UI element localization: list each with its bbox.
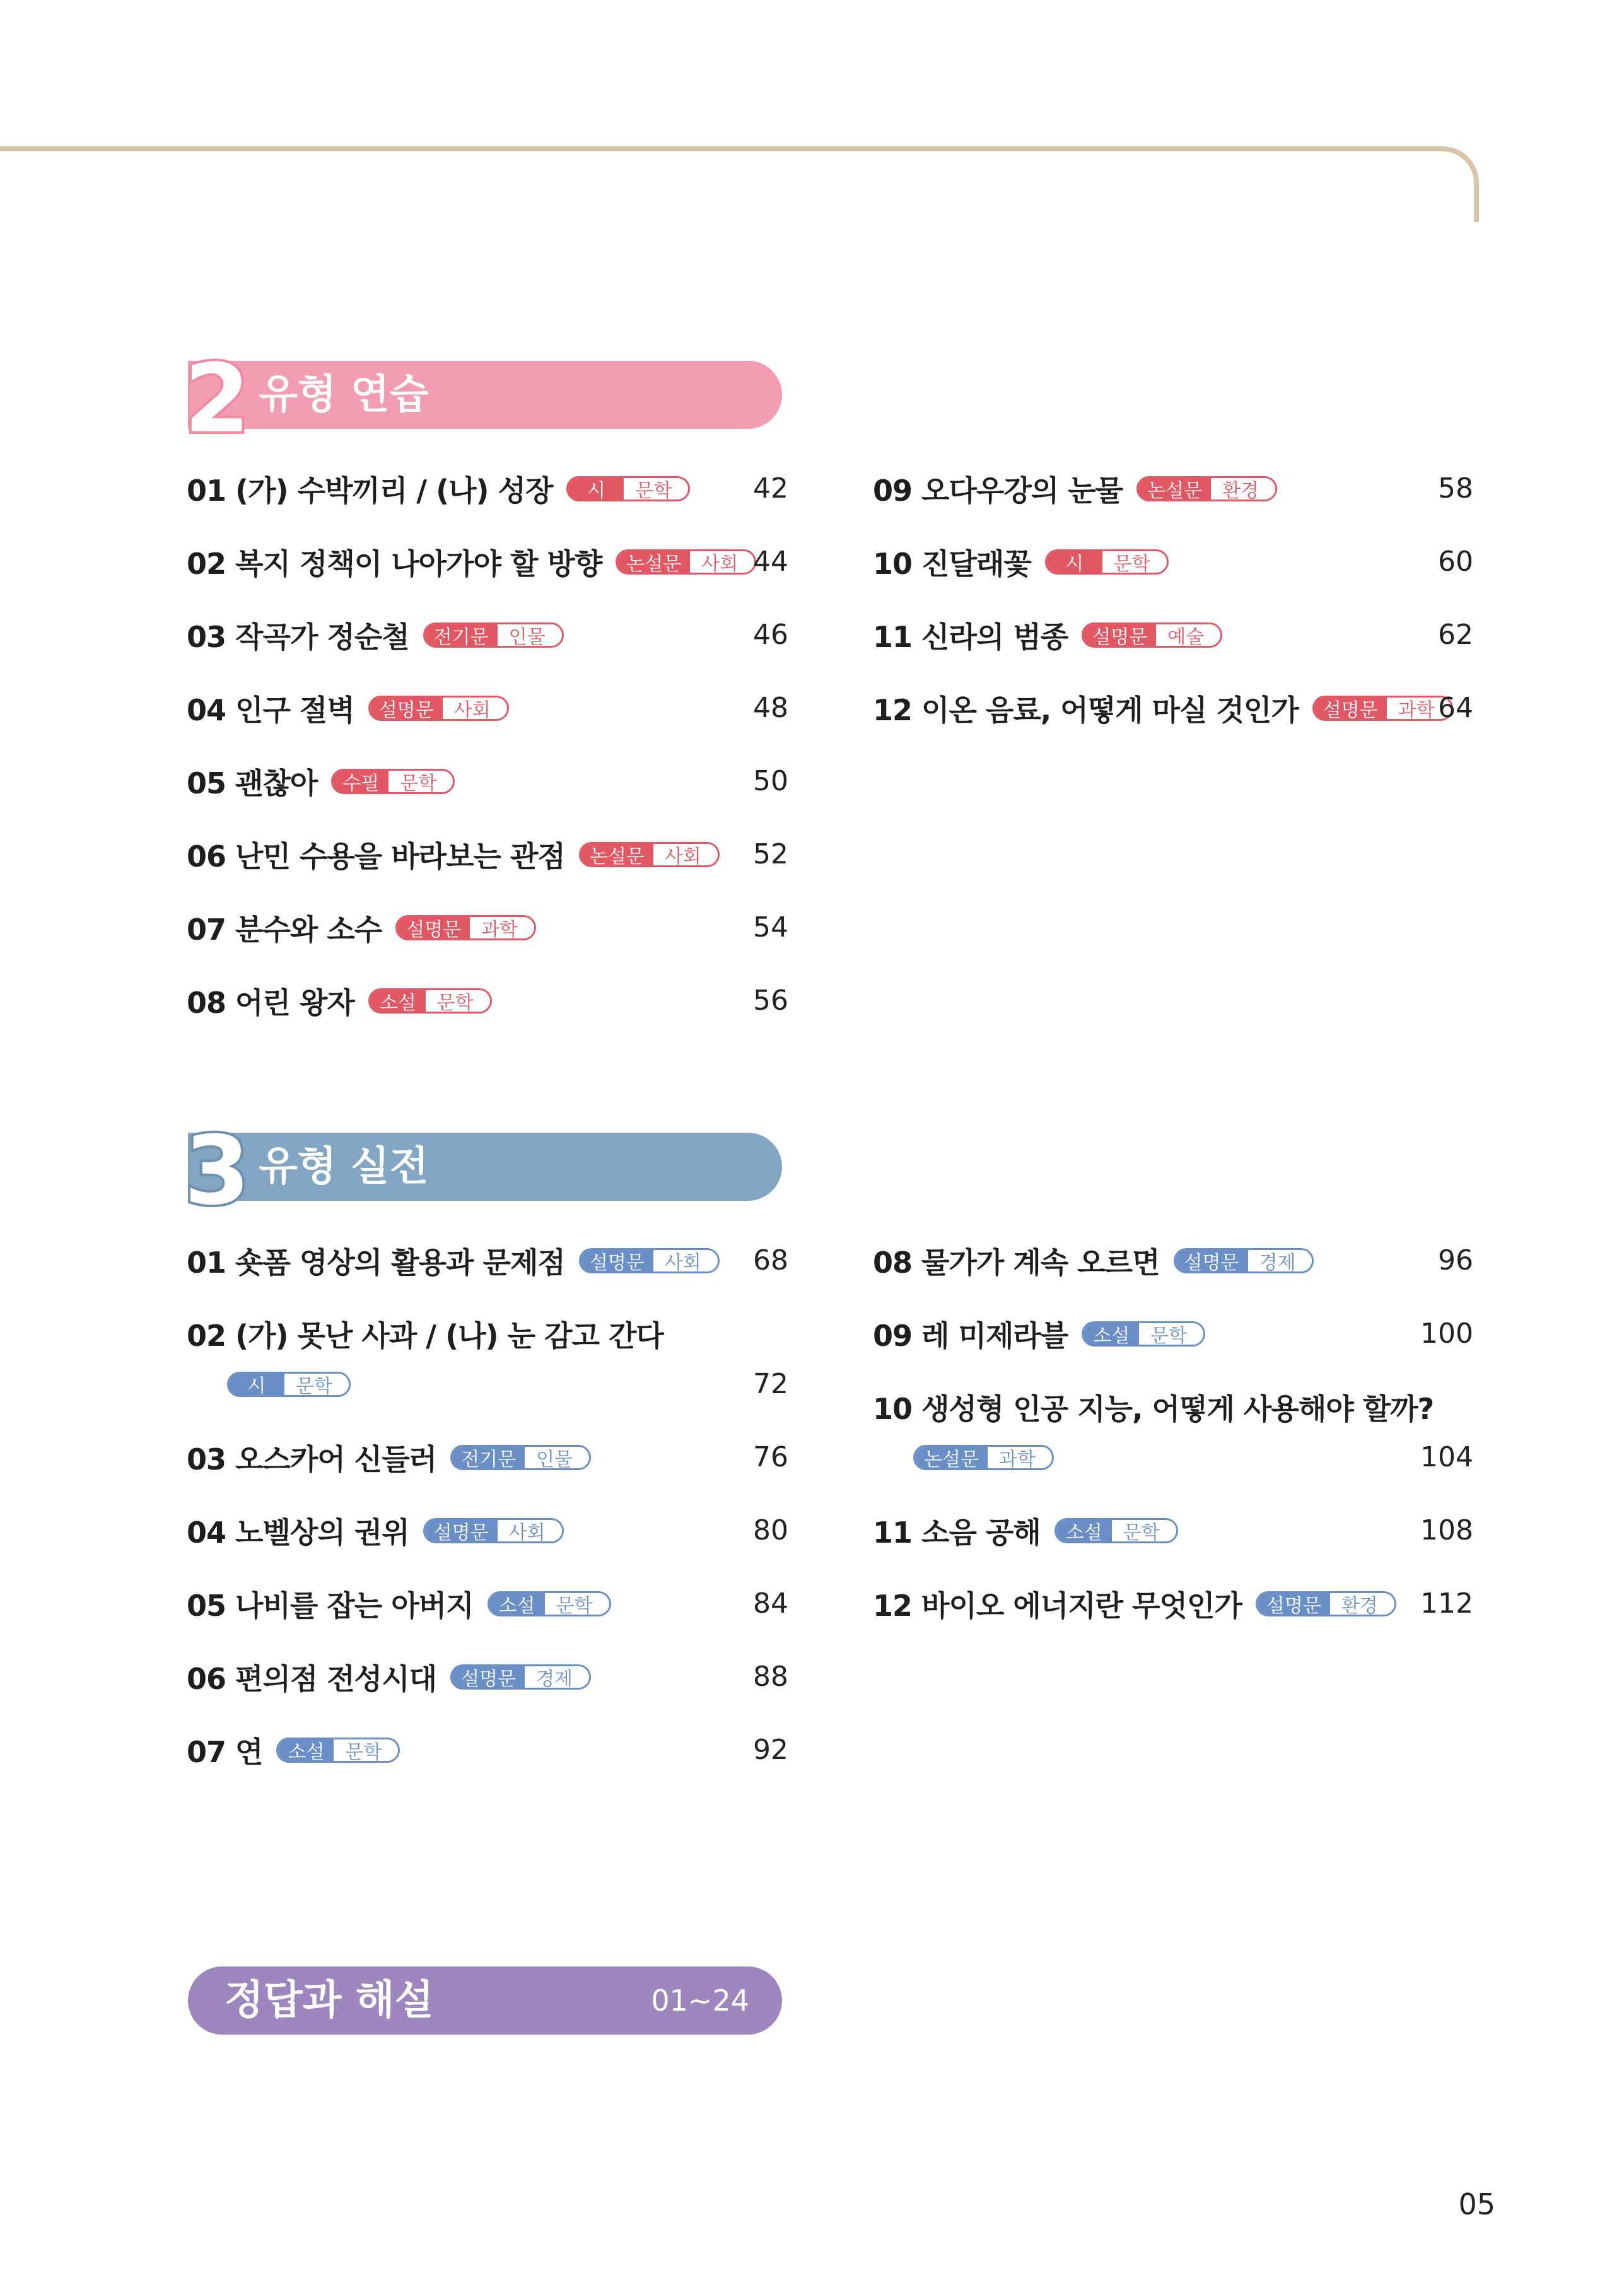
toc-entry-title: 02 복지 정책이 나아가야 할 방향: [187, 547, 602, 581]
badge-genre: 수필: [333, 771, 388, 792]
toc-entry-title: 11 소음 공해: [873, 1516, 1041, 1550]
genre-badge: [1082, 1321, 1205, 1347]
page-number: 05: [1458, 2187, 1495, 2221]
toc-entry[interactable]: [187, 833, 720, 877]
badge-genre: 소설: [1084, 1323, 1139, 1345]
genre-badge: [488, 1591, 611, 1616]
badge-genre: 설명문: [1084, 624, 1156, 646]
badge-subject: 문학: [426, 990, 490, 1012]
toc-page-number: 96: [1438, 1244, 1473, 1277]
toc-entry-title: 03 작곡가 정순철: [187, 620, 409, 654]
toc-page-number: 80: [753, 1514, 788, 1546]
toc-page-number: 60: [1438, 546, 1473, 578]
badge-subject: 문학: [1112, 1520, 1176, 1541]
badge-genre: 시: [229, 1374, 284, 1395]
badge-subject: 과학: [1387, 698, 1451, 719]
badge-genre: 논설문: [1138, 478, 1211, 500]
toc-page-number: 92: [753, 1734, 788, 1766]
toc-entry[interactable]: [873, 467, 1277, 511]
badge-subject: 문학: [334, 1739, 398, 1761]
genre-badge: [913, 1445, 1054, 1470]
badge-subject: 사회: [443, 698, 507, 719]
badge-subject: 환경: [1330, 1593, 1394, 1615]
top-decorative-rule: [0, 146, 1479, 222]
toc-entry[interactable]: [187, 540, 756, 584]
badge-genre: 시: [568, 478, 624, 500]
genre-badge: [331, 769, 455, 794]
toc-entry[interactable]: [187, 979, 492, 1023]
badge-genre: 소설: [370, 990, 426, 1012]
toc-entry-title: 08 물가가 계속 오르면: [873, 1246, 1160, 1280]
toc-entry[interactable]: [873, 613, 1222, 657]
toc-entry[interactable]: [873, 1239, 1314, 1283]
toc-entry[interactable]: [187, 1655, 591, 1699]
toc-entry-title: 01 숏폼 영상의 활용과 문제점: [187, 1246, 565, 1280]
toc-entry[interactable]: [187, 1239, 720, 1283]
toc-entry-title: 01 (가) 수박끼리 / (나) 성장: [187, 474, 553, 508]
badge-genre: 논설문: [915, 1447, 988, 1468]
genre-badge: [450, 1445, 591, 1470]
toc-entry-title: 07 연: [187, 1735, 263, 1769]
toc-page-number: 56: [753, 985, 788, 1017]
toc-entry-badge-line: [227, 1362, 351, 1406]
badge-subject: 경제: [525, 1666, 589, 1688]
toc-entry-badge-line: [913, 1435, 1054, 1480]
badge-genre: 설명문: [1258, 1593, 1330, 1615]
toc-entry[interactable]: [187, 906, 536, 950]
toc-entry-title: 12 이온 음료, 어떻게 마실 것인가: [873, 693, 1299, 727]
toc-page-number: 42: [753, 472, 788, 505]
toc-entry[interactable]: [187, 613, 564, 657]
toc-entry[interactable]: [873, 1509, 1178, 1553]
toc-page-number: 84: [753, 1587, 788, 1620]
toc-page-number: 88: [753, 1661, 788, 1693]
badge-genre: 논설문: [617, 551, 690, 573]
badge-genre: 전기문: [452, 1447, 525, 1468]
badge-subject: 문학: [1139, 1323, 1203, 1345]
genre-badge: [368, 696, 509, 721]
badge-subject: 과학: [470, 917, 534, 938]
toc-entry[interactable]: [187, 1435, 591, 1480]
badge-subject: 인물: [498, 624, 562, 646]
badge-genre: 전기문: [425, 624, 498, 646]
badge-subject: 경제: [1248, 1250, 1312, 1271]
badge-subject: 과학: [988, 1447, 1052, 1468]
badge-subject: 문학: [545, 1593, 609, 1615]
badge-subject: 사회: [498, 1520, 562, 1541]
genre-badge: [1174, 1248, 1314, 1273]
toc-entry[interactable]: [873, 1385, 1434, 1429]
toc-entry[interactable]: [187, 467, 690, 511]
badge-subject: 문학: [284, 1374, 349, 1395]
section-banner-real: [184, 1116, 782, 1226]
badge-subject: 사회: [690, 551, 754, 573]
toc-page-number: 68: [753, 1244, 788, 1277]
badge-subject: 사회: [653, 1250, 718, 1271]
toc-entry-title: 08 어린 왕자: [187, 986, 354, 1020]
genre-badge: [450, 1664, 591, 1690]
toc-entry-title: 04 노벨상의 권위: [187, 1516, 409, 1550]
toc-entry[interactable]: [187, 759, 455, 803]
badge-genre: 설명문: [581, 1250, 653, 1271]
genre-badge: [227, 1372, 351, 1397]
toc-page-number: 48: [753, 692, 788, 724]
genre-badge: [395, 915, 536, 940]
toc-page-number: 72: [753, 1368, 788, 1400]
badge-genre: 소설: [489, 1593, 545, 1615]
toc-entry[interactable]: [873, 686, 1453, 730]
toc-entry[interactable]: [873, 1582, 1396, 1626]
toc-entry[interactable]: [187, 1728, 400, 1772]
section-title: 유형 실전: [259, 1143, 429, 1190]
badge-genre: 설명문: [1314, 698, 1387, 719]
badge-subject: 문학: [624, 478, 688, 500]
toc-page-number: 58: [1438, 472, 1473, 505]
toc-page-number: 52: [753, 838, 788, 870]
toc-page-number: 54: [753, 911, 788, 944]
section-banner-practice: [184, 344, 782, 454]
toc-entry[interactable]: [187, 1509, 564, 1553]
toc-entry-title: 11 신라의 범종: [873, 620, 1068, 654]
toc-entry-title: 05 나비를 잡는 아버지: [187, 1589, 474, 1623]
toc-page-number: 64: [1438, 692, 1473, 724]
toc-entry-title: 03 오스카어 신들러: [187, 1442, 437, 1476]
genre-badge: [1054, 1518, 1178, 1543]
toc-entry[interactable]: [873, 540, 1169, 584]
badge-subject: 사회: [653, 844, 718, 865]
toc-page-number: 104: [1420, 1441, 1473, 1473]
genre-badge: [566, 476, 690, 501]
badge-subject: 문학: [1102, 551, 1167, 573]
toc-entry-title: 10 진달래꽃: [873, 547, 1031, 581]
toc-page-number: 76: [753, 1441, 788, 1473]
toc-page-number: 50: [753, 765, 788, 797]
badge-subject: 환경: [1211, 478, 1275, 500]
toc-page-number: 62: [1438, 619, 1473, 651]
toc-entry-title: 05 괜찮아: [187, 766, 318, 800]
toc-entry[interactable]: [187, 1312, 663, 1356]
genre-badge: [423, 1518, 564, 1543]
toc-entry-title: 09 레 미제라블: [873, 1319, 1068, 1353]
toc-entry[interactable]: [187, 1582, 611, 1626]
badge-genre: 소설: [278, 1739, 334, 1761]
badge-genre: 논설문: [581, 844, 653, 865]
section-number: 2: [184, 344, 250, 454]
toc-entry-title: 06 난민 수용을 바라보는 관점: [187, 839, 565, 874]
answers-title: 정답과 해설: [225, 1977, 434, 2024]
badge-subject: 예술: [1156, 624, 1220, 646]
section-number: 3: [184, 1116, 250, 1226]
answers-pages: 01~24: [651, 1984, 749, 2018]
toc-entry-title: 09 오다우강의 눈물: [873, 474, 1123, 508]
toc-page-number: 112: [1420, 1587, 1473, 1620]
badge-genre: 설명문: [1176, 1250, 1248, 1271]
badge-genre: 소설: [1056, 1520, 1112, 1541]
toc-entry-title: 07 분수와 소수: [187, 913, 382, 947]
toc-page-number: 108: [1420, 1514, 1473, 1546]
toc-page-number: 46: [753, 619, 788, 651]
genre-badge: [1045, 549, 1169, 575]
badge-subject: 인물: [525, 1447, 589, 1468]
badge-genre: 설명문: [397, 917, 470, 938]
section-title: 유형 연습: [259, 371, 429, 418]
toc-page-number: 44: [753, 546, 788, 578]
genre-badge: [368, 988, 492, 1014]
badge-genre: 설명문: [425, 1520, 498, 1541]
badge-genre: 설명문: [452, 1666, 525, 1688]
genre-badge: [1082, 622, 1222, 648]
genre-badge: [276, 1738, 400, 1763]
toc-entry-title: 12 바이오 에너지란 무엇인가: [873, 1589, 1242, 1623]
toc-entry-title: 04 인구 절벽: [187, 693, 354, 727]
toc-entry[interactable]: [873, 1312, 1205, 1356]
toc-entry-title: 10 생성형 인공 지능, 어떻게 사용해야 할까?: [873, 1392, 1434, 1426]
badge-genre: 설명문: [370, 698, 443, 719]
badge-genre: 시: [1047, 551, 1102, 573]
genre-badge: [1136, 476, 1277, 501]
genre-badge: [423, 622, 564, 648]
badge-subject: 문학: [388, 771, 453, 792]
toc-page-number: 100: [1420, 1318, 1473, 1350]
toc-entry-title: 02 (가) 못난 사과 / (나) 눈 감고 간다: [187, 1319, 663, 1353]
answers-banner[interactable]: [188, 1966, 782, 2035]
toc-entry-title: 06 편의점 전성시대: [187, 1662, 437, 1696]
toc-entry[interactable]: [187, 686, 509, 730]
